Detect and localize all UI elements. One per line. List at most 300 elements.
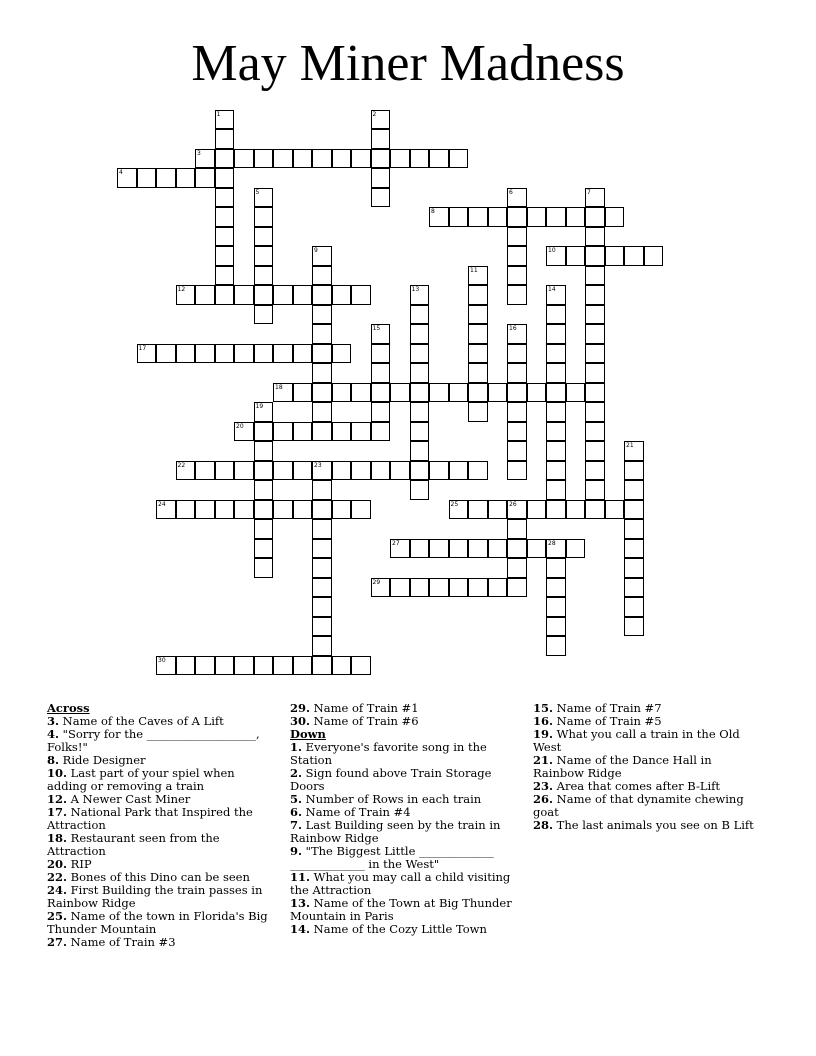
clue-number: 23 [314,461,322,469]
grid-cell[interactable] [468,266,488,286]
grid-cell[interactable] [312,656,332,676]
grid-cell[interactable] [449,500,469,520]
grid-cell[interactable] [468,500,488,520]
grid-cell[interactable] [488,500,508,520]
grid-cell[interactable] [332,500,352,520]
grid-cell[interactable] [234,500,254,520]
grid-cell[interactable] [644,246,664,266]
grid-cell[interactable] [507,539,527,559]
clue-item-number: 25. [47,909,68,923]
grid-cell[interactable] [507,422,527,442]
grid-cell[interactable] [410,285,430,305]
grid-cell[interactable] [390,539,410,559]
grid-cell[interactable] [410,324,430,344]
grid-cell[interactable] [254,461,274,481]
grid-cell[interactable] [371,168,391,188]
grid-cell[interactable] [215,344,235,364]
grid-cell[interactable] [332,461,352,481]
grid-cell[interactable] [351,500,371,520]
grid-cell[interactable] [312,539,332,559]
grid-cell[interactable] [332,149,352,169]
grid-cell[interactable] [176,168,196,188]
grid-cell[interactable] [546,597,566,617]
grid-cell[interactable] [234,285,254,305]
grid-cell[interactable] [527,207,547,227]
grid-cell[interactable] [585,188,605,208]
clue-item-text: RIP [70,857,92,871]
clue-item-text: Ride Designer [62,753,146,767]
grid-cell[interactable] [390,383,410,403]
grid-cell[interactable] [312,636,332,656]
grid-cell[interactable] [312,461,332,481]
grid-cell[interactable] [429,383,449,403]
grid-cell[interactable] [254,227,274,247]
grid-cell[interactable] [254,207,274,227]
grid-cell[interactable] [585,246,605,266]
grid-cell[interactable] [488,578,508,598]
grid-cell[interactable] [254,344,274,364]
grid-cell[interactable] [605,207,625,227]
grid-cell[interactable] [605,500,625,520]
grid-cell[interactable] [273,422,293,442]
grid-cell[interactable] [546,636,566,656]
grid-cell[interactable] [527,539,547,559]
grid-cell[interactable] [429,461,449,481]
grid-cell[interactable] [293,344,313,364]
clue-column-1 [47,702,277,949]
grid-cell[interactable] [215,207,235,227]
grid-cell[interactable] [215,461,235,481]
grid-cell[interactable] [429,578,449,598]
grid-cell[interactable] [507,441,527,461]
grid-cell[interactable] [507,324,527,344]
grid-cell[interactable] [332,383,352,403]
grid-cell[interactable] [351,656,371,676]
grid-cell[interactable] [449,149,469,169]
grid-cell[interactable] [371,363,391,383]
grid-cell[interactable] [585,402,605,422]
grid-cell[interactable] [507,266,527,286]
clue-item [290,897,520,923]
grid-cell[interactable] [605,246,625,266]
grid-cell[interactable] [507,188,527,208]
grid-cell[interactable] [585,383,605,403]
grid-cell[interactable] [546,539,566,559]
grid-cell[interactable] [293,461,313,481]
grid-cell[interactable] [546,246,566,266]
grid-cell[interactable] [195,285,215,305]
grid-cell[interactable] [624,617,644,637]
grid-cell[interactable] [468,539,488,559]
grid-cell[interactable] [215,188,235,208]
clue-number: 27 [392,539,400,547]
grid-cell[interactable] [215,110,235,130]
grid-cell[interactable] [624,480,644,500]
grid-cell[interactable] [468,383,488,403]
clue-number: 19 [255,403,264,410]
grid-cell[interactable] [468,285,488,305]
grid-cell[interactable] [624,441,644,461]
grid-cell[interactable] [176,461,196,481]
clue-item-number: 28. [533,818,554,832]
clue-item-text: First Building the train passes in Rainbow Ridge [47,883,263,910]
grid-cell[interactable] [312,246,332,266]
clue-item-number: 14. [290,922,311,936]
grid-cell[interactable] [624,539,644,559]
clue-column-3 [533,702,758,832]
clue-item-text: Name of Train #1 [313,701,419,715]
grid-cell[interactable] [410,461,430,481]
grid-cell[interactable] [215,500,235,520]
grid-cell[interactable] [234,461,254,481]
grid-cell[interactable] [312,285,332,305]
grid-cell[interactable] [351,285,371,305]
grid-cell[interactable] [312,597,332,617]
grid-cell[interactable] [390,149,410,169]
grid-cell[interactable] [546,578,566,598]
grid-cell[interactable] [468,324,488,344]
grid-cell[interactable] [234,656,254,676]
grid-cell[interactable] [273,461,293,481]
grid-cell[interactable] [449,207,469,227]
grid-cell[interactable] [215,285,235,305]
grid-cell[interactable] [254,402,274,422]
grid-cell[interactable] [371,383,391,403]
grid-cell[interactable] [195,500,215,520]
grid-cell[interactable] [176,285,196,305]
grid-cell[interactable] [351,422,371,442]
grid-cell[interactable] [254,266,274,286]
grid-cell[interactable] [566,500,586,520]
grid-cell[interactable] [546,422,566,442]
grid-cell[interactable] [410,422,430,442]
grid-cell[interactable] [312,519,332,539]
clue-item-number: 27. [47,935,68,949]
grid-cell[interactable] [332,422,352,442]
grid-cell[interactable] [254,519,274,539]
grid-cell[interactable] [234,344,254,364]
clue-item-number: 29. [290,701,311,715]
clue-item-number: 2. [290,766,303,780]
grid-cell[interactable] [156,656,176,676]
grid-cell[interactable] [624,500,644,520]
grid-cell[interactable] [507,227,527,247]
grid-cell[interactable] [468,402,488,422]
grid-cell[interactable] [215,149,235,169]
clue-item-number: 12. [47,792,68,806]
grid-cell[interactable] [312,344,332,364]
grid-cell[interactable] [410,344,430,364]
grid-cell[interactable] [195,656,215,676]
grid-cell[interactable] [117,168,137,188]
grid-cell[interactable] [195,344,215,364]
grid-cell[interactable] [293,422,313,442]
grid-cell[interactable] [410,402,430,422]
clue-number: 28 [548,539,556,547]
grid-cell[interactable] [546,480,566,500]
clue-item-text: Name of the Caves of A Lift [62,714,224,728]
grid-cell[interactable] [156,168,176,188]
grid-cell[interactable] [410,383,430,403]
grid-cell[interactable] [507,402,527,422]
grid-cell[interactable] [332,285,352,305]
grid-cell[interactable] [312,480,332,500]
clue-item-number: 5. [290,792,303,806]
grid-cell[interactable] [273,656,293,676]
grid-cell[interactable] [566,246,586,266]
grid-cell[interactable] [488,207,508,227]
grid-cell[interactable] [585,363,605,383]
grid-cell[interactable] [468,305,488,325]
grid-cell[interactable] [546,305,566,325]
grid-cell[interactable] [410,441,430,461]
grid-cell[interactable] [410,578,430,598]
clue-number: 12 [177,286,186,293]
grid-cell[interactable] [195,461,215,481]
grid-cell[interactable] [312,149,332,169]
grid-cell[interactable] [137,168,157,188]
grid-cell[interactable] [215,129,235,149]
grid-cell[interactable] [332,656,352,676]
grid-cell[interactable] [176,656,196,676]
grid-cell[interactable] [293,149,313,169]
grid-cell[interactable] [234,149,254,169]
grid-cell[interactable] [468,578,488,598]
grid-cell[interactable] [293,383,313,403]
grid-cell[interactable] [507,207,527,227]
grid-cell[interactable] [293,656,313,676]
clue-number: 5 [255,188,260,196]
grid-cell[interactable] [254,285,274,305]
grid-cell[interactable] [624,578,644,598]
grid-cell[interactable] [585,227,605,247]
grid-cell[interactable] [624,461,644,481]
grid-cell[interactable] [273,285,293,305]
grid-cell[interactable] [546,461,566,481]
grid-cell[interactable] [585,441,605,461]
grid-cell[interactable] [254,441,274,461]
grid-cell[interactable] [429,539,449,559]
grid-cell[interactable] [273,149,293,169]
grid-cell[interactable] [254,149,274,169]
grid-cell[interactable] [507,558,527,578]
grid-cell[interactable] [351,461,371,481]
grid-cell[interactable] [449,578,469,598]
grid-cell[interactable] [293,500,313,520]
grid-cell[interactable] [449,539,469,559]
grid-cell[interactable] [546,324,566,344]
clue-number: 29 [372,578,381,586]
grid-cell[interactable] [195,168,215,188]
grid-cell[interactable] [585,480,605,500]
grid-cell[interactable] [507,246,527,266]
grid-cell[interactable] [624,246,644,266]
grid-cell[interactable] [234,422,254,442]
grid-cell[interactable] [176,344,196,364]
grid-cell[interactable] [312,558,332,578]
grid-cell[interactable] [585,500,605,520]
clue-number: 7 [587,188,591,196]
grid-cell[interactable] [371,402,391,422]
clue-item-text: Last part of your spiel when adding or removing a train [47,766,235,793]
grid-cell[interactable] [312,617,332,637]
grid-cell[interactable] [371,149,391,169]
grid-cell[interactable] [312,266,332,286]
grid-cell[interactable] [566,539,586,559]
grid-cell[interactable] [254,422,274,442]
grid-cell[interactable] [254,558,274,578]
grid-cell[interactable] [312,383,332,403]
grid-cell[interactable] [507,363,527,383]
grid-cell[interactable] [507,461,527,481]
grid-cell[interactable] [624,597,644,617]
grid-cell[interactable] [507,578,527,598]
grid-cell[interactable] [546,207,566,227]
grid-cell[interactable] [585,285,605,305]
grid-cell[interactable] [254,188,274,208]
grid-cell[interactable] [254,305,274,325]
grid-cell[interactable] [312,363,332,383]
grid-cell[interactable] [410,539,430,559]
clue-item-text: Number of Rows in each train [305,792,482,806]
grid-cell[interactable] [585,305,605,325]
grid-cell[interactable] [293,285,313,305]
grid-cell[interactable] [527,383,547,403]
grid-cell[interactable] [507,500,527,520]
grid-cell[interactable] [410,480,430,500]
grid-cell[interactable] [371,110,391,130]
grid-cell[interactable] [566,383,586,403]
grid-cell[interactable] [273,344,293,364]
grid-cell[interactable] [507,519,527,539]
clue-item-number: 9. [290,844,303,858]
grid-cell[interactable] [254,539,274,559]
grid-cell[interactable] [468,461,488,481]
grid-cell[interactable] [546,441,566,461]
grid-cell[interactable] [429,207,449,227]
grid-cell[interactable] [429,149,449,169]
grid-cell[interactable] [488,383,508,403]
grid-cell[interactable] [254,656,274,676]
grid-cell[interactable] [312,578,332,598]
grid-cell[interactable] [254,500,274,520]
clue-item-text: What you may call a child visiting the Attraction [290,870,511,897]
grid-cell[interactable] [468,207,488,227]
grid-cell[interactable] [585,266,605,286]
grid-cell[interactable] [546,383,566,403]
grid-cell[interactable] [332,344,352,364]
clue-item-number: 13. [290,896,311,910]
grid-cell[interactable] [410,149,430,169]
clue-item [290,871,520,897]
clue-item-text: Sign found above Train Storage Doors [290,766,492,793]
grid-cell[interactable] [371,188,391,208]
grid-cell[interactable] [390,578,410,598]
clue-section-header: Across [47,701,90,715]
clue-item-number: 15. [533,701,554,715]
clue-number: 22 [177,461,186,469]
grid-cell[interactable] [546,402,566,422]
grid-cell[interactable] [156,500,176,520]
grid-cell[interactable] [390,461,410,481]
grid-cell[interactable] [468,363,488,383]
grid-cell[interactable] [254,480,274,500]
grid-cell[interactable] [546,500,566,520]
grid-cell[interactable] [215,227,235,247]
grid-cell[interactable] [488,539,508,559]
grid-cell[interactable] [449,383,469,403]
grid-cell[interactable] [585,324,605,344]
grid-cell[interactable] [156,344,176,364]
clue-item-number: 30. [290,714,311,728]
grid-cell[interactable] [273,383,293,403]
grid-cell[interactable] [585,344,605,364]
grid-cell[interactable] [585,461,605,481]
grid-cell[interactable] [371,129,391,149]
grid-cell[interactable] [312,422,332,442]
grid-cell[interactable] [546,363,566,383]
grid-cell[interactable] [527,500,547,520]
grid-cell[interactable] [312,305,332,325]
grid-cell[interactable] [215,168,235,188]
grid-cell[interactable] [546,344,566,364]
grid-cell[interactable] [624,519,644,539]
clue-item-number: 19. [533,727,554,741]
grid-cell[interactable] [546,617,566,637]
grid-cell[interactable] [371,324,391,344]
grid-cell[interactable] [507,285,527,305]
grid-cell[interactable] [449,461,469,481]
grid-cell[interactable] [312,324,332,344]
grid-cell[interactable] [137,344,157,364]
clue-item [47,832,277,858]
grid-cell[interactable] [546,285,566,305]
clue-item-number: 26. [533,792,554,806]
grid-cell[interactable] [215,656,235,676]
grid-cell[interactable] [351,383,371,403]
grid-cell[interactable] [371,461,391,481]
clue-item-text: Name of Train #4 [305,805,411,819]
grid-cell[interactable] [215,266,235,286]
grid-cell[interactable] [410,363,430,383]
page-title: May Miner Madness [191,35,625,92]
grid-cell[interactable] [410,305,430,325]
clue-item-text: Area that comes after B-Lift [556,779,721,793]
grid-cell[interactable] [312,500,332,520]
grid-cell[interactable] [566,207,586,227]
grid-cell[interactable] [468,344,488,364]
grid-cell[interactable] [195,149,215,169]
grid-cell[interactable] [546,558,566,578]
clue-number: 3 [197,149,201,157]
grid-cell[interactable] [371,344,391,364]
grid-cell[interactable] [507,344,527,364]
grid-cell[interactable] [371,578,391,598]
grid-cell[interactable] [351,149,371,169]
grid-cell[interactable] [585,422,605,442]
grid-cell[interactable] [312,402,332,422]
grid-cell[interactable] [507,383,527,403]
grid-cell[interactable] [585,207,605,227]
grid-cell[interactable] [176,500,196,520]
clue-number: 21 [626,442,634,449]
grid-cell[interactable] [273,500,293,520]
clue-number: 30 [158,656,166,664]
grid-cell[interactable] [254,246,274,266]
grid-cell[interactable] [624,558,644,578]
grid-cell[interactable] [371,422,391,442]
grid-cell[interactable] [215,246,235,266]
